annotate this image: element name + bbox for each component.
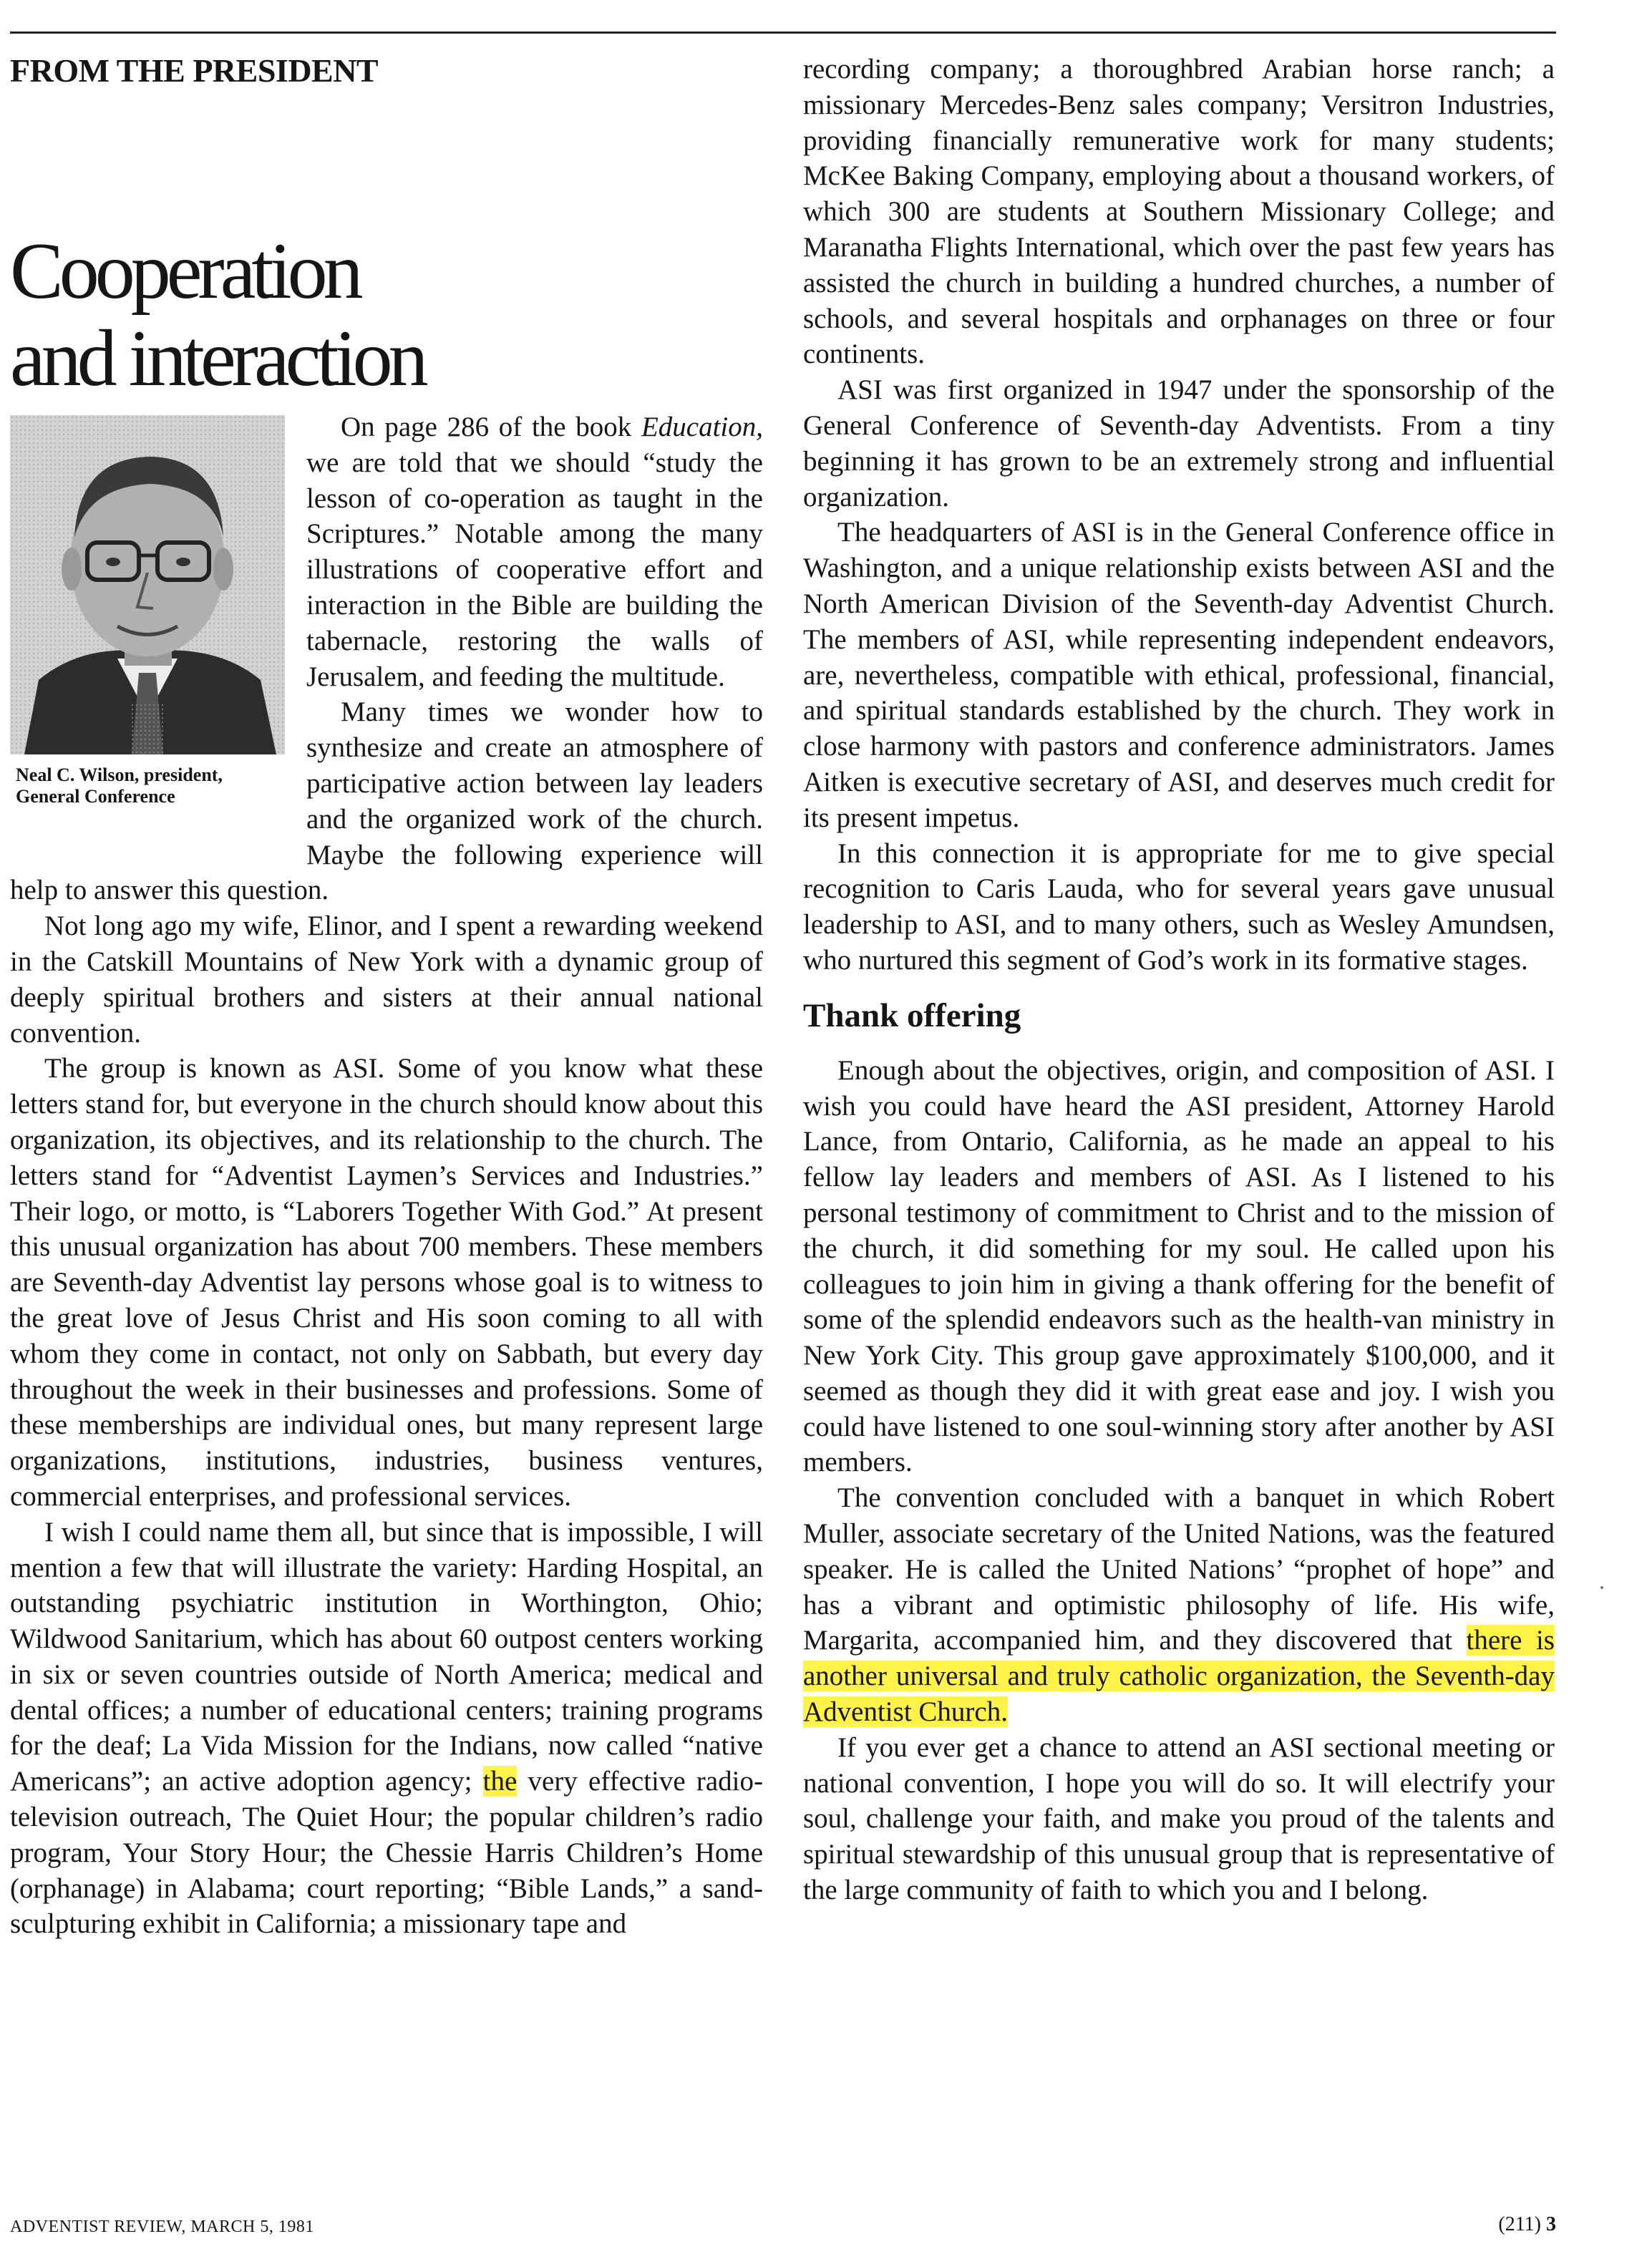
footer-publication: ADVENTIST REVIEW, MARCH 5, 1981 <box>10 2218 314 2236</box>
article-title <box>10 228 754 402</box>
left-paragraph-3: Not long ago my wife, Elinor, and I spent a rewarding weekend in the Catskill Mountains of New York with a dynamic group of deeply spiritual brothers and sisters at their annual national convention. <box>10 910 763 1049</box>
p1-text-b: we are told that we should “study the lesson of co-operation as taught in the Scriptures.” Notable among the many illustrations of cooperative effort and interaction in the Bible are building the tabernacle, restoring the walls of Jerusalem, and feeding the multitude. <box>306 447 763 692</box>
title-line-1: Cooperation <box>10 227 359 316</box>
page-number: 3 <box>1546 2213 1556 2235</box>
caption-line-1: Neal C. Wilson, president, <box>16 764 223 785</box>
p6-text-a: The convention concluded with a banquet in which Robert Muller, associate secretary of the United Nations, was the featured speaker. He is called the United Nations’ “prophet of hope” and has a vibrant and optimistic philosophy of life. His wife, Margarita, accompanied him, and they discovered that <box>803 1482 1555 1656</box>
photo-wrap-spacer <box>10 409 306 855</box>
p5-text-a: I wish I could name them all, but since that is impossible, I will mention a few that will illustrate the variety: Harding Hospital, an outstanding psychiatric institution in Worthington, Ohio; Wildwood Sanitarium, which has about 60 outpost centers working in six or seven countries outside of North America; medical and dental offices; a number of educational centers; training programs for the deaf; La Vida Mission for the Indians, now called “native Americans”; an active adoption agency; <box>10 1516 763 1797</box>
top-rule <box>10 31 1556 34</box>
left-paragraph-2: Many times we wonder how to synthesize and create an atmosphere of participative action between lay leaders and the organized work of the church. Maybe the following experience will help to answer this question. <box>10 696 763 906</box>
subheading-thank-offering: Thank offering <box>803 996 1021 1034</box>
title-line-2: and interaction <box>10 314 424 403</box>
caption-line-2: General Conference <box>16 786 175 807</box>
left-paragraph-5 <box>10 1515 763 1943</box>
left-paragraph-4: The group is known as ASI. Some of you know what these letters stand for, but everyone in the church should know about this organization, its objectives, and its relationship to the church. The letters stand for “Adventist Laymen’s Services and Industries.” Their logo, or motto, is “Laborers Together With God.” At present this unusual organization has about 700 members. These members are Seventh-day Adventist lay persons whose goal is to witness to the great love of Jesus Christ and His soon coming to all with whom they come in contact, not only on Sabbath, but every day throughout the week in their businesses and professions. Some of these memberships are individual ones, but many represent large organizations, institutions, industries, business ventures, commercial enterprises, and professional services. <box>10 1053 763 1512</box>
highlighted-text: the <box>482 1766 518 1797</box>
p5-text-b: very effective radio-television outreach, The Quiet Hour; the popular children’s radio program, Your Story Hour; the Chessie Harris Children’s Home (orphanage) in Alabama; court reporting; “Bible Lands,” a sand-sculpturing exhibit in California; a missionary tape and <box>10 1766 763 1940</box>
right-paragraph-2: ASI was first organized in 1947 under the sponsorship of the General Conference of Seventh-day Adventists. From a tiny beginning it has grown to be an extremely strong and influential organization. <box>803 374 1555 513</box>
right-paragraph-1: recording company; a thoroughbred Arabian horse ranch; a missionary Mercedes-Benz sales company; Versitron Industries, providing financially remunerative work for many students; McKee Baking Company, employing about a thousand workers, of which 300 are students at Southern Missionary College; and Maranatha Flights International, which over the past few years has assisted the church in building a hundred churches, a number of schools, and several hospitals and orphanages on three or four continents. <box>803 54 1555 370</box>
right-paragraph-4: In this connection it is appropriate for me to give special recognition to Caris Lauda, who for several years gave unusual leadership to ASI, and to many others, such as Wesley Amundsen, who nurtured this segment of God’s work in its formative stages. <box>803 837 1555 976</box>
right-column <box>803 52 1555 1908</box>
right-paragraph-3: The headquarters of ASI is in the General Conference office in Washington, and a unique relationship exists between ASI and the North American Division of the Seventh-day Adventist Church. The members of ASI, while representing independent endeavors, are, nevertheless, compatible with ethical, professional, financial, and spiritual standards established by the church. They work in close harmony with pastors and conference administrators. James Aitken is executive secretary of ASI, and deserves much credit for its present impetus. <box>803 517 1555 833</box>
right-paragraph-6 <box>803 1480 1555 1730</box>
book-title-education: Education, <box>641 412 763 442</box>
section-kicker: FROM THE PRESIDENT <box>10 52 379 89</box>
page-ref: (211) <box>1498 2213 1541 2235</box>
p1-text-a: On page 286 of the book <box>341 412 641 442</box>
left-column <box>10 409 763 1942</box>
right-paragraph-5: Enough about the objectives, origin, and composition of ASI. I wish you could have heard the ASI president, Attorney Harold Lance, from Ontario, California, as he made an appeal to his fellow lay leaders and members of ASI. As I listened to his personal testimony of commitment to Christ and to the mission of the church, it did something for my soul. He called upon his colleagues to join him in giving a thank offering for the benefit of some of the splendid endeavors such as the health-van ministry in New York City. This group gave approximately $100,000, and it seemed as though they did it with great ease and joy. I wish you could have listened to one soul-winning story after another by ASI members. <box>803 1054 1555 1478</box>
right-paragraph-7: If you ever get a chance to attend an ASI sectional meeting or national convention, I hope you will do so. It will electrify your soul, challenge your faith, and make you proud of the talents and spiritual stewardship of this unusual group that is representative of the large community of faith to which you and I belong. <box>803 1731 1555 1906</box>
highlighted-text: there is another universal and truly catholic organization, the Seventh-day Adventist Church. <box>803 1625 1555 1728</box>
print-speck <box>1600 1586 1603 1589</box>
footer-page <box>1498 2213 1556 2236</box>
